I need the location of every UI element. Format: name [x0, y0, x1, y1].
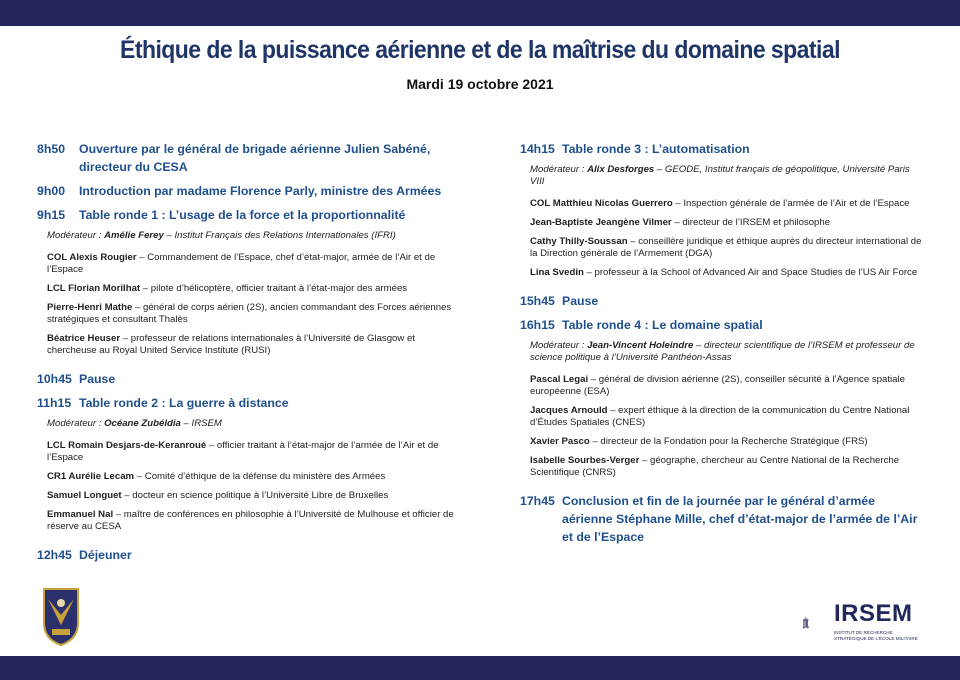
slot-label: Introduction par madame Florence Parly, ministre des Armées: [79, 184, 442, 198]
speaker-line: [520, 217, 925, 229]
speaker-line: [37, 252, 467, 276]
slot-label: Table ronde 3 : L’automatisation: [562, 142, 750, 156]
speaker-line: [520, 236, 925, 260]
speaker-line: [520, 374, 925, 398]
schedule-slot: [37, 370, 467, 388]
speaker-description: – conseillère juridique et éthique auprès du directeur international de la Direction générale de l’Armement (DGA): [530, 236, 922, 259]
moderator-role: Modérateur :: [530, 340, 585, 351]
moderator-name: Jean-Vincent Holeindre: [587, 340, 694, 351]
moderator-name: Océane Zubéldia: [104, 418, 181, 429]
moderator-role: Modérateur :: [47, 230, 102, 241]
slot-time: 17h45: [520, 494, 555, 508]
moderator-affiliation: – IRSEM: [180, 418, 222, 429]
speaker-name: COL Alexis Rougier: [47, 252, 137, 263]
speaker-line: [37, 509, 467, 533]
speaker-name: Pascal Legai: [530, 374, 589, 385]
speaker-name: Jacques Arnould: [530, 405, 608, 416]
speaker-line: [37, 440, 467, 464]
program-left-column: [37, 140, 467, 570]
slot-time: 8h50: [37, 142, 66, 156]
slot-label: Conclusion et fin de la journée par le général d’armée aérienne Stéphane Mille, chef d’état-major de l’armée de l’Air et de l’Espace: [562, 494, 918, 544]
irsem-logo-subtitle: INSTITUT DE RECHERCHE STRATÉGIQUE DE L’ÉCOLE MILITAIRE: [834, 630, 918, 641]
moderator-line: [520, 164, 925, 188]
speaker-line: [37, 302, 467, 326]
top-band: [0, 0, 960, 26]
speaker-description: – expert éthique à la direction de la communication du Centre National d’Études Spatiales (CNES): [530, 405, 910, 428]
slot-time: 11h15: [37, 396, 72, 410]
speaker-name: Jean-Baptiste Jeangène Vilmer: [530, 217, 672, 228]
speaker-line: [520, 198, 925, 210]
speaker-line: [37, 471, 467, 483]
moderator-line: [37, 418, 467, 430]
schedule-slot: [37, 546, 467, 564]
schedule-slot: [520, 292, 925, 310]
page-title: Éthique de la puissance aérienne et de la maîtrise du domaine spatial: [120, 36, 840, 64]
speaker-name: Samuel Longuet: [47, 490, 122, 501]
speaker-name: LCL Romain Desjars-de-Keranroué: [47, 440, 207, 451]
moderator-line: [37, 230, 467, 242]
irsem-logo-text: IRSEM: [834, 600, 913, 627]
speaker-description: – maître de conférences en philosophie à l’Université de Mulhouse et officier de réserve au CESA: [47, 509, 454, 532]
schedule-slot: [37, 206, 467, 224]
moderator-role: Modérateur :: [47, 418, 102, 429]
slot-time: 16h15: [520, 318, 555, 332]
moderator-name: Amélie Ferey: [104, 230, 164, 241]
slot-label: Ouverture par le général de brigade aérienne Julien Sabéné, directeur du CESA: [79, 142, 431, 174]
speaker-name: Béatrice Heuser: [47, 333, 121, 344]
schedule-slot: [520, 492, 925, 546]
moderator-name: Alix Desforges: [587, 164, 655, 175]
speaker-line: [520, 455, 925, 479]
moderator-affiliation: – GEODE, Institut français de géopolitique, Université Paris VIII: [530, 164, 910, 187]
speaker-line: [37, 490, 467, 502]
slot-time: 9h15: [37, 208, 66, 222]
moderator-affiliation: – directeur scientifique de l’IRSEM et professeur de science politique à l’Université Panthéon-Assas: [530, 340, 915, 363]
slot-time: 14h15: [520, 142, 555, 156]
speaker-name: Xavier Pasco: [530, 436, 590, 447]
slot-label: Table ronde 4 : Le domaine spatial: [562, 318, 763, 332]
speaker-name: Isabelle Sourbes-Verger: [530, 455, 640, 466]
slot-time: 9h00: [37, 184, 66, 198]
moderator-affiliation: – Institut Français des Relations Internationales (IFRI): [163, 230, 396, 241]
speaker-description: – directeur de la Fondation pour la Recherche Stratégique (FRS): [589, 436, 868, 447]
slot-label: Pause: [562, 294, 599, 308]
cesa-eagle-crest-icon: [38, 585, 84, 647]
speaker-line: [37, 283, 467, 295]
slot-label: Table ronde 1 : L’usage de la force et la proportionnalité: [79, 208, 406, 222]
speaker-description: – pilote d’hélicoptère, officier traitant à l’état-major des armées: [140, 283, 408, 294]
speaker-description: – général de corps aérien (2S), ancien commandant des Forces aériennes stratégiques et consultant Thalès: [47, 302, 452, 325]
schedule-slot: [520, 140, 925, 158]
slot-time: 12h45: [37, 548, 72, 562]
speaker-description: – géographe, chercheur au Centre National de la Recherche Scientifique (CNRS): [530, 455, 900, 478]
speaker-line: [520, 267, 925, 279]
speaker-line: [520, 405, 925, 429]
speaker-name: COL Matthieu Nicolas Guerrero: [530, 198, 673, 209]
schedule-slot: [37, 394, 467, 412]
speaker-name: Emmanuel Nal: [47, 509, 114, 520]
speaker-name: Pierre-Henri Mathe: [47, 302, 133, 313]
speaker-description: – officier traitant à l’état-major de l’armée de l’Air et de l’Espace: [47, 440, 439, 463]
schedule-slot: [520, 316, 925, 334]
speaker-description: – professeur de relations internationales à l’Université de Glasgow et chercheuse au Royal United Service Institute (RUSI): [47, 333, 415, 356]
speaker-name: LCL Florian Morilhat: [47, 283, 141, 294]
slot-label: Déjeuner: [79, 548, 132, 562]
speaker-description: – directeur de l’IRSEM et philosophe: [671, 217, 831, 228]
speaker-description: – général de division aérienne (2S), conseiller sécurité à l’Agence spatiale européenne (ESA): [530, 374, 905, 397]
event-date: Mardi 19 octobre 2021: [406, 76, 554, 92]
speaker-name: Cathy Thilly-Soussan: [530, 236, 628, 247]
speaker-description: – Commandement de l’Espace, chef d’état-major, armée de l’Air et de l’Espace: [47, 252, 436, 275]
speaker-description: – Comité d’éthique de la défense du ministère des Armées: [134, 471, 386, 482]
speaker-line: [37, 333, 467, 357]
irsem-building-icon: [802, 595, 832, 650]
moderator-line: [520, 340, 925, 364]
slot-label: Table ronde 2 : La guerre à distance: [79, 396, 289, 410]
speaker-line: [520, 436, 925, 448]
speaker-name: CR1 Aurélie Lecam: [47, 471, 135, 482]
speaker-description: – professeur à la School of Advanced Air and Space Studies de l’US Air Force: [583, 267, 918, 278]
slot-time: 10h45: [37, 372, 72, 386]
speaker-description: – docteur en science politique à l’Université Libre de Bruxelles: [121, 490, 389, 501]
bottom-band: [0, 656, 960, 680]
speaker-description: – Inspection générale de l’armée de l’Air et de l’Espace: [672, 198, 910, 209]
schedule-slot: [37, 182, 467, 200]
slot-label: Pause: [79, 372, 116, 386]
speaker-name: Lina Svedin: [530, 267, 584, 278]
slot-time: 15h45: [520, 294, 555, 308]
moderator-role: Modérateur :: [530, 164, 585, 175]
program-right-column: [520, 140, 925, 552]
schedule-slot: [37, 140, 467, 176]
